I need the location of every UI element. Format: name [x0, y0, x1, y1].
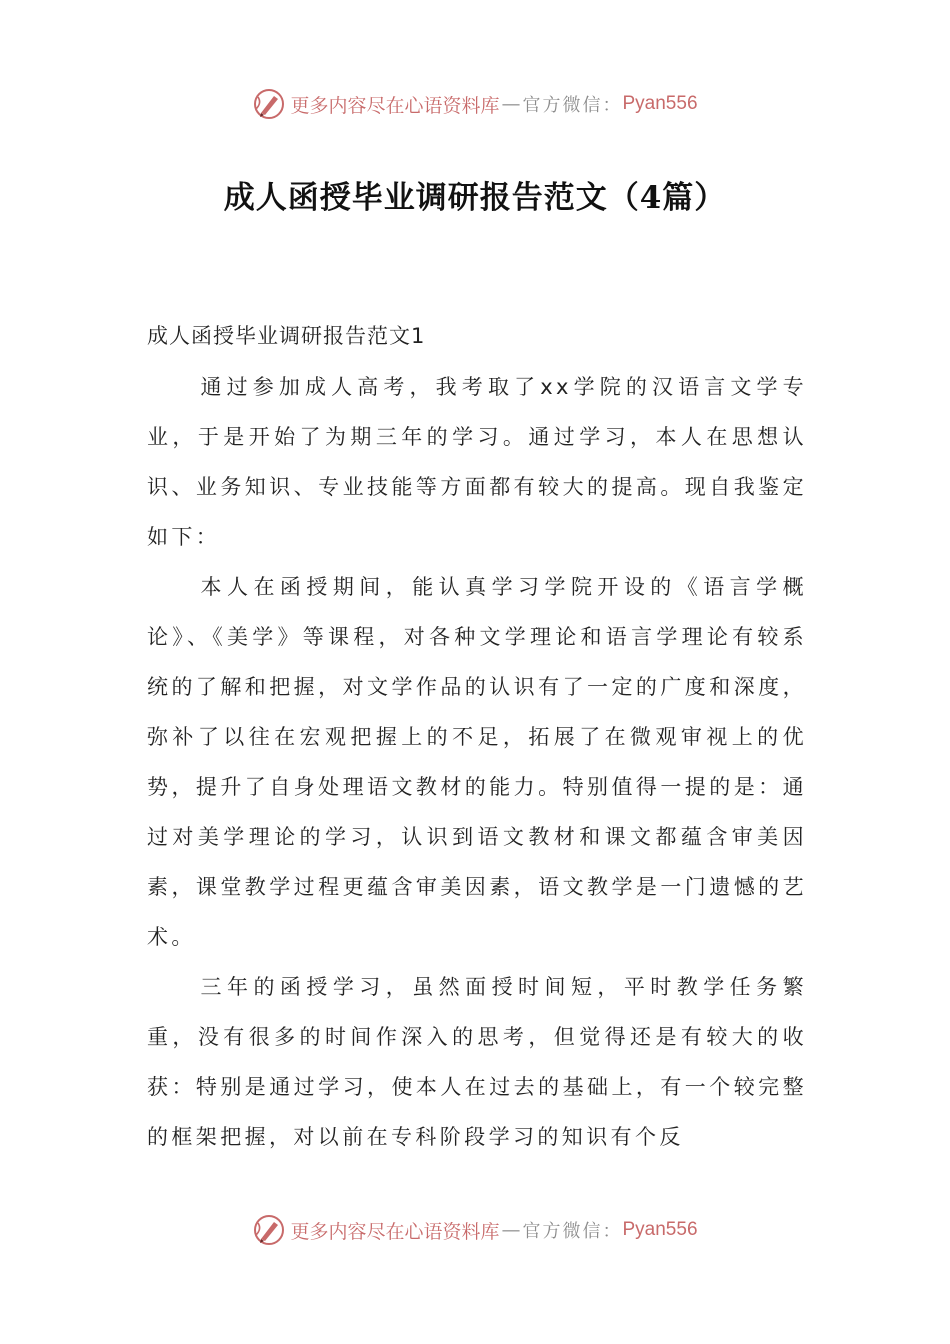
banner-wechat-label: 官方微信：: [522, 1221, 623, 1242]
banner-wechat-id: Pyan556: [622, 1219, 698, 1240]
body-paragraph: 本人在函授期间，能认真学习学院开设的《语言学概论》、《美学》等课程，对各种文学理论和语言学理论有较系统的了解和把握，对文学作品的认识有了一定的广度和深度，弥补了以往在宏观把握上的不足，拓展了在微观审视上的优势，提升了自身处理语文教材的能力。特别值得一提的是：通过对美学理论的学习，认识到语文教材和课文都蕴含审美因素，课堂教学过程更蕴含审美因素，语文教学是一门遗憾的艺术。: [147, 575, 807, 949]
banner-wechat-id: Pyan556: [622, 93, 698, 114]
body-paragraph: 通过参加成人高考，我考取了xx学院的汉语言文学专业，于是开始了为期三年的学习。通过学习，本人在思想认识、业务知识、专业技能等方面都有较大的提高。现自我鉴定如下：: [147, 375, 807, 549]
document-body: [147, 362, 807, 1162]
banner-separator: —: [501, 1219, 521, 1241]
pen-logo-icon: [252, 1213, 286, 1247]
banner-slogan: 更多内容尽在心语资料库: [290, 1220, 500, 1243]
document-title: 成人函授毕业调研报告范文（4篇）: [223, 180, 727, 216]
header-banner[interactable]: [0, 84, 950, 124]
pen-logo-icon: [252, 87, 286, 121]
banner-slogan: 更多内容尽在心语资料库: [290, 94, 500, 117]
banner-separator: —: [501, 93, 521, 115]
footer-banner[interactable]: [0, 1210, 950, 1250]
section-heading: 成人函授毕业调研报告范文1: [147, 324, 426, 348]
banner-wechat-label: 官方微信：: [522, 95, 623, 116]
body-paragraph: 三年的函授学习，虽然面授时间短，平时教学任务繁重，没有很多的时间作深入的思考，但觉得还是有较大的收获：特别是通过学习，使本人在过去的基础上，有一个较完整的框架把握，对以前在专科阶段学习的知识有个反: [147, 975, 807, 1149]
